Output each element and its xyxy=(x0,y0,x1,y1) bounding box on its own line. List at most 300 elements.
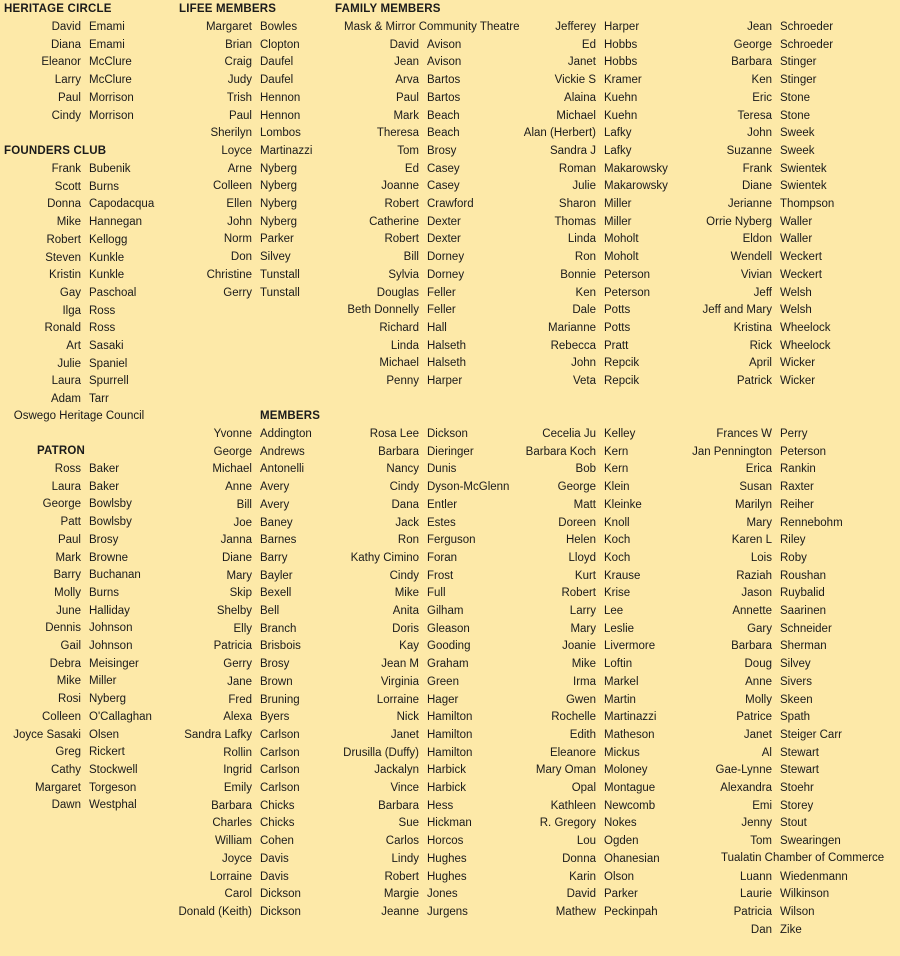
first-name: Jeanne xyxy=(381,905,419,918)
last-name: Storey xyxy=(780,799,814,812)
last-name: Pratt xyxy=(604,339,629,352)
last-name: Kunkle xyxy=(89,251,125,264)
last-name: Baker xyxy=(89,480,120,493)
last-name: Krise xyxy=(604,587,631,600)
first-name: Catherine xyxy=(369,215,419,228)
first-name: Mike xyxy=(394,587,419,600)
last-name: Nyberg xyxy=(260,162,298,175)
last-name: Martinazzi xyxy=(260,144,313,157)
last-name: Roushan xyxy=(780,569,827,582)
last-name: Emami xyxy=(89,21,125,33)
last-name: Potts xyxy=(604,304,631,317)
last-name: Krause xyxy=(604,569,641,582)
last-name: Avison xyxy=(427,38,462,51)
first-name: Jackalyn xyxy=(374,764,419,777)
first-name: Rosa Lee xyxy=(369,428,419,440)
first-name: Charles xyxy=(212,817,252,830)
first-name: David xyxy=(51,21,81,33)
first-name: Cindy xyxy=(389,569,419,582)
last-name: Meisinger xyxy=(89,657,139,670)
first-name: Patricia xyxy=(213,640,252,653)
first-name: Karen L xyxy=(731,534,772,547)
first-name: Robert xyxy=(384,870,419,883)
last-name: Dexter xyxy=(427,215,461,228)
first-name: Mike xyxy=(56,216,81,229)
first-name: Janet xyxy=(743,728,772,741)
last-name: Estes xyxy=(427,516,456,529)
org-entry: Tualatin Chamber of Commerce xyxy=(721,852,885,864)
last-name: Daufel xyxy=(260,56,294,69)
first-name: Anita xyxy=(392,605,419,617)
first-name: Eleanor xyxy=(41,56,81,69)
first-name: Lindy xyxy=(391,852,419,865)
first-name: Ilga xyxy=(62,304,81,317)
first-name: Frank xyxy=(742,162,772,175)
first-name: Barbara xyxy=(731,640,772,653)
first-name: Ellen xyxy=(226,198,252,210)
last-name: Capodacqua xyxy=(89,198,155,211)
first-name: Shelby xyxy=(216,605,252,617)
first-name: John xyxy=(747,127,772,140)
last-name: Matheson xyxy=(604,728,655,741)
first-name: Eleanore xyxy=(549,746,596,759)
first-name: Dennis xyxy=(45,622,81,635)
first-name: Bonnie xyxy=(560,268,596,281)
first-name: Diana xyxy=(50,38,81,51)
last-name: Hobbs xyxy=(604,56,638,69)
last-name: Jurgens xyxy=(427,905,468,918)
last-name: Kelley xyxy=(604,428,636,440)
last-name: Hughes xyxy=(427,870,467,883)
last-name: Carlson xyxy=(260,746,300,759)
last-name: Hamilton xyxy=(427,711,473,724)
last-name: Koch xyxy=(604,551,631,564)
first-name: Drusilla (Duffy) xyxy=(343,746,419,759)
last-name: Markel xyxy=(604,675,639,688)
last-name: Westphal xyxy=(89,799,137,812)
first-name: Marianne xyxy=(548,321,596,334)
first-name: Mike xyxy=(571,658,596,671)
first-name: Ed xyxy=(581,38,596,51)
last-name: Loftin xyxy=(604,658,633,671)
last-name: Moloney xyxy=(604,764,648,777)
last-name: Wicker xyxy=(780,357,816,370)
last-name: Mickus xyxy=(604,746,640,759)
last-name: Tunstall xyxy=(260,286,300,299)
first-name: Opal xyxy=(571,782,596,794)
last-name: Dieringer xyxy=(427,445,474,458)
first-name: Steven xyxy=(45,251,81,264)
last-name: Stinger xyxy=(780,74,817,87)
last-name: Baney xyxy=(260,516,293,529)
first-name: Robert xyxy=(384,233,419,246)
org-entry: Oswego Heritage Council xyxy=(13,410,145,422)
last-name: Lafky xyxy=(604,144,632,157)
first-name: Kathy Cimino xyxy=(350,551,419,564)
first-name: Molly xyxy=(54,586,81,599)
first-name: Vince xyxy=(390,782,419,794)
last-name: Bartos xyxy=(427,91,461,104)
first-name: Cindy xyxy=(51,109,81,122)
last-name: Raxter xyxy=(780,481,814,494)
last-name: Full xyxy=(427,587,446,600)
first-name: David xyxy=(566,888,596,901)
last-name: Halseth xyxy=(427,357,466,370)
last-name: Stewart xyxy=(780,746,819,759)
last-name: Morrison xyxy=(89,109,134,122)
first-name: Patrice xyxy=(736,711,772,724)
first-name: Margaret xyxy=(34,781,81,794)
first-name: Brian xyxy=(225,38,252,51)
first-name: Eldon xyxy=(742,233,772,246)
last-name: Spurrell xyxy=(89,375,129,388)
first-name: John xyxy=(571,357,596,370)
first-name: Larry xyxy=(569,605,596,617)
first-name: Barbara xyxy=(378,799,419,812)
first-name: Molly xyxy=(745,693,772,706)
first-name: David xyxy=(389,38,419,51)
first-name: Beth Donnelly xyxy=(347,304,419,317)
last-name: Kuehn xyxy=(604,91,638,104)
last-name: Andrews xyxy=(260,445,305,458)
first-name: Jean M xyxy=(381,658,419,671)
first-name: Patricia xyxy=(733,905,772,918)
last-name: Carlson xyxy=(260,782,300,794)
first-name: Teresa xyxy=(737,109,772,122)
last-name: Ross xyxy=(89,304,116,317)
last-name: Chicks xyxy=(260,799,295,812)
first-name: Mathew xyxy=(555,905,596,918)
last-name: Stoehr xyxy=(780,782,814,794)
first-name: Gay xyxy=(59,286,81,299)
last-name: Makarowsky xyxy=(604,162,668,175)
first-name: Paul xyxy=(57,91,81,104)
first-name: Barbara Koch xyxy=(525,445,596,458)
first-name: Frank xyxy=(51,163,81,175)
last-name: Wilkinson xyxy=(780,888,830,901)
last-name: Peckinpah xyxy=(604,905,658,918)
first-name: Theresa xyxy=(376,127,419,140)
first-name: Gwen xyxy=(565,693,596,706)
last-name: Kunkle xyxy=(89,269,125,282)
first-name: Rochelle xyxy=(551,711,596,724)
last-name: Leslie xyxy=(604,622,635,635)
first-name: Edith xyxy=(569,728,596,741)
first-name: Joyce xyxy=(221,852,252,865)
first-name: Doreen xyxy=(558,516,596,529)
first-name: Mark xyxy=(393,109,419,122)
last-name: Martin xyxy=(604,693,636,706)
last-name: Kellogg xyxy=(89,233,128,246)
first-name: Karin xyxy=(569,870,596,883)
first-name: Paul xyxy=(395,91,419,104)
last-name: Stockwell xyxy=(89,763,138,776)
first-name: Robert xyxy=(561,587,596,600)
first-name: Kurt xyxy=(574,569,596,582)
first-name: Janna xyxy=(220,534,252,547)
first-name: Janet xyxy=(567,56,596,69)
last-name: Waller xyxy=(780,215,813,228)
first-name: Donna xyxy=(562,852,596,865)
last-name: Dickson xyxy=(427,428,468,440)
last-name: Miller xyxy=(604,198,632,210)
last-name: Wheelock xyxy=(780,339,831,352)
last-name: Bowlsby xyxy=(89,516,132,529)
last-name: Lafky xyxy=(604,127,632,140)
last-name: Kleinke xyxy=(604,498,642,511)
last-name: Olson xyxy=(604,870,635,883)
last-name: Jones xyxy=(427,888,458,901)
first-name: Donna xyxy=(47,198,81,211)
last-name: Repcik xyxy=(604,375,640,387)
last-name: Kern xyxy=(604,463,629,476)
first-name: Kristina xyxy=(733,321,772,334)
last-name: Dickson xyxy=(260,905,301,918)
last-name: McClure xyxy=(89,74,132,87)
first-name: Erica xyxy=(745,463,772,476)
last-name: Tunstall xyxy=(260,268,300,281)
last-name: Steiger Carr xyxy=(780,728,842,741)
first-name: Anne xyxy=(225,481,252,494)
last-name: Brosy xyxy=(89,533,119,546)
first-name: Jason xyxy=(741,587,772,600)
first-name: Linda xyxy=(567,233,596,246)
last-name: Beach xyxy=(427,109,460,122)
first-name: Lorraine xyxy=(209,870,252,883)
last-name: Carlson xyxy=(260,728,300,741)
last-name: Skeen xyxy=(780,693,813,706)
first-name: Mike xyxy=(56,675,81,688)
first-name: Dawn xyxy=(51,799,81,812)
last-name: Livermore xyxy=(604,640,656,653)
first-name: R. Gregory xyxy=(539,817,596,830)
first-name: Rick xyxy=(749,339,772,352)
last-name: Branch xyxy=(260,622,297,635)
last-name: Foran xyxy=(427,551,458,564)
first-name: Margie xyxy=(383,888,419,901)
first-name: Jenny xyxy=(741,817,772,830)
first-name: Anne xyxy=(745,675,772,688)
first-name: Frances W xyxy=(716,428,772,440)
first-name: Doug xyxy=(744,658,772,671)
last-name: Schneider xyxy=(780,622,832,635)
first-name: Loyce xyxy=(221,144,252,157)
first-name: Diane xyxy=(741,180,772,193)
last-name: Hager xyxy=(427,693,459,706)
first-name: Gail xyxy=(60,640,81,652)
first-name: Veta xyxy=(572,375,596,387)
last-name: Reiher xyxy=(780,498,814,511)
last-name: Martinazzi xyxy=(604,711,657,724)
last-name: Perry xyxy=(780,428,808,440)
first-name: Jefferey xyxy=(555,21,596,33)
first-name: Ken xyxy=(575,286,596,299)
last-name: Burns xyxy=(89,180,120,193)
last-name: Bruning xyxy=(260,693,300,706)
last-name: Tarr xyxy=(89,393,109,406)
last-name: Hess xyxy=(427,799,454,812)
last-name: Repcik xyxy=(604,357,640,370)
last-name: Bexell xyxy=(260,587,292,600)
first-name: Rosi xyxy=(57,693,81,706)
last-name: Bell xyxy=(260,605,280,617)
last-name: Peterson xyxy=(780,445,827,458)
last-name: Silvey xyxy=(780,658,811,671)
last-name: Swientek xyxy=(780,180,827,193)
last-name: Crawford xyxy=(427,198,474,210)
first-name: Raziah xyxy=(736,569,772,582)
last-name: O'Callaghan xyxy=(89,710,152,723)
last-name: Cohen xyxy=(260,835,294,848)
last-name: Baker xyxy=(89,463,120,475)
first-name: Ross xyxy=(54,463,81,475)
last-name: Stinger xyxy=(780,56,817,69)
heading-family-members: FAMILY MEMBERS xyxy=(335,3,441,15)
first-name: Fred xyxy=(228,693,252,706)
first-name: Craig xyxy=(224,56,252,69)
last-name: Johnson xyxy=(89,622,133,635)
last-name: Chicks xyxy=(260,817,295,830)
first-name: Paul xyxy=(228,109,252,122)
last-name: Harbick xyxy=(427,782,466,794)
last-name: Burns xyxy=(89,586,120,599)
last-name: Hannegan xyxy=(89,216,143,229)
last-name: Dorney xyxy=(427,251,465,264)
first-name: Virginia xyxy=(380,675,419,688)
last-name: Bayler xyxy=(260,569,293,582)
first-name: George xyxy=(557,481,596,494)
first-name: Lloyd xyxy=(568,551,596,564)
last-name: Wiedenmann xyxy=(780,870,848,883)
first-name: Thomas xyxy=(554,215,596,228)
first-name: Dan xyxy=(750,923,772,936)
first-name: Trish xyxy=(226,91,252,104)
first-name: Janet xyxy=(390,728,419,741)
last-name: Hennon xyxy=(260,91,301,104)
first-name: Sylvia xyxy=(388,268,419,281)
last-name: Hennon xyxy=(260,109,301,122)
first-name: Jeff xyxy=(753,286,772,299)
last-name: Hamilton xyxy=(427,728,473,741)
first-name: Carol xyxy=(224,888,252,901)
first-name: Jack xyxy=(395,516,419,529)
last-name: Klein xyxy=(604,481,630,494)
last-name: Sweek xyxy=(780,127,815,140)
last-name: Harbick xyxy=(427,764,466,777)
first-name: Alan (Herbert) xyxy=(523,127,596,140)
last-name: Daufel xyxy=(260,74,294,87)
last-name: Ross xyxy=(89,322,116,335)
heading-life-members: LIFEE MEMBERS xyxy=(179,3,277,15)
last-name: Peterson xyxy=(604,286,651,299)
first-name: Sandra Lafky xyxy=(184,728,252,741)
first-name: Mary xyxy=(226,569,252,582)
last-name: Gooding xyxy=(427,640,471,653)
first-name: Colleen xyxy=(42,710,81,723)
last-name: Rennebohm xyxy=(780,516,843,529)
org-entry: Mask & Mirror Community Theatre xyxy=(344,21,520,33)
first-name: Donald (Keith) xyxy=(178,905,252,918)
last-name: Gleason xyxy=(427,622,470,635)
first-name: Paul xyxy=(57,533,81,546)
last-name: Stout xyxy=(780,817,807,830)
last-name: Bowles xyxy=(260,21,298,33)
first-name: Ingrid xyxy=(223,764,252,777)
first-name: Marilyn xyxy=(734,498,772,511)
first-name: Jean xyxy=(747,21,772,33)
last-name: Feller xyxy=(427,304,456,317)
first-name: Barbara xyxy=(211,799,252,812)
last-name: Nyberg xyxy=(260,180,298,193)
last-name: Spath xyxy=(780,711,811,724)
last-name: Frost xyxy=(427,569,454,582)
last-name: Ferguson xyxy=(427,534,476,547)
first-name: Patt xyxy=(60,516,81,529)
first-name: Vivian xyxy=(740,268,772,281)
last-name: Nokes xyxy=(604,817,637,830)
first-name: Judy xyxy=(227,74,252,87)
last-name: Feller xyxy=(427,286,456,299)
first-name: Elly xyxy=(233,622,252,635)
last-name: Brosy xyxy=(427,144,457,157)
last-name: Barnes xyxy=(260,534,297,547)
last-name: Lee xyxy=(604,605,624,617)
last-name: Stone xyxy=(780,109,811,122)
first-name: Cindy xyxy=(389,481,419,494)
first-name: Alexa xyxy=(223,711,252,724)
first-name: Mary xyxy=(570,622,596,635)
last-name: Bowlsby xyxy=(89,498,132,511)
last-name: Entler xyxy=(427,498,458,511)
first-name: Larry xyxy=(54,74,81,87)
last-name: Brisbois xyxy=(260,640,301,653)
last-name: Halseth xyxy=(427,339,466,352)
last-name: Peterson xyxy=(604,268,651,281)
first-name: Dana xyxy=(391,498,419,511)
last-name: Swearingen xyxy=(780,835,841,848)
last-name: Sivers xyxy=(780,675,812,688)
first-name: Greg xyxy=(55,746,81,759)
first-name: Nancy xyxy=(386,463,419,476)
first-name: Diane xyxy=(221,551,252,564)
first-name: Ken xyxy=(751,74,772,87)
first-name: Norm xyxy=(223,233,252,246)
last-name: Antonelli xyxy=(260,463,305,476)
first-name: April xyxy=(748,357,772,370)
first-name: George xyxy=(213,445,252,458)
first-name: Arne xyxy=(227,162,252,175)
first-name: Kathleen xyxy=(550,799,596,812)
first-name: Adam xyxy=(50,393,81,406)
first-name: Robert xyxy=(384,198,419,210)
first-name: Jeff and Mary xyxy=(702,304,772,317)
last-name: Moholt xyxy=(604,251,639,264)
first-name: Bill xyxy=(236,498,252,511)
last-name: McClure xyxy=(89,56,132,69)
last-name: Brown xyxy=(260,675,293,688)
first-name: Doris xyxy=(392,622,419,635)
first-name: Luann xyxy=(740,870,772,883)
first-name: Joyce Sasaki xyxy=(13,728,81,741)
last-name: Hobbs xyxy=(604,38,638,51)
first-name: Emily xyxy=(223,782,252,794)
first-name: Bill xyxy=(403,251,419,264)
last-name: Saarinen xyxy=(780,605,827,617)
first-name: Gerry xyxy=(223,658,252,671)
first-name: Wendell xyxy=(730,251,772,264)
last-name: Newcomb xyxy=(604,799,656,812)
first-name: Michael xyxy=(212,463,252,476)
